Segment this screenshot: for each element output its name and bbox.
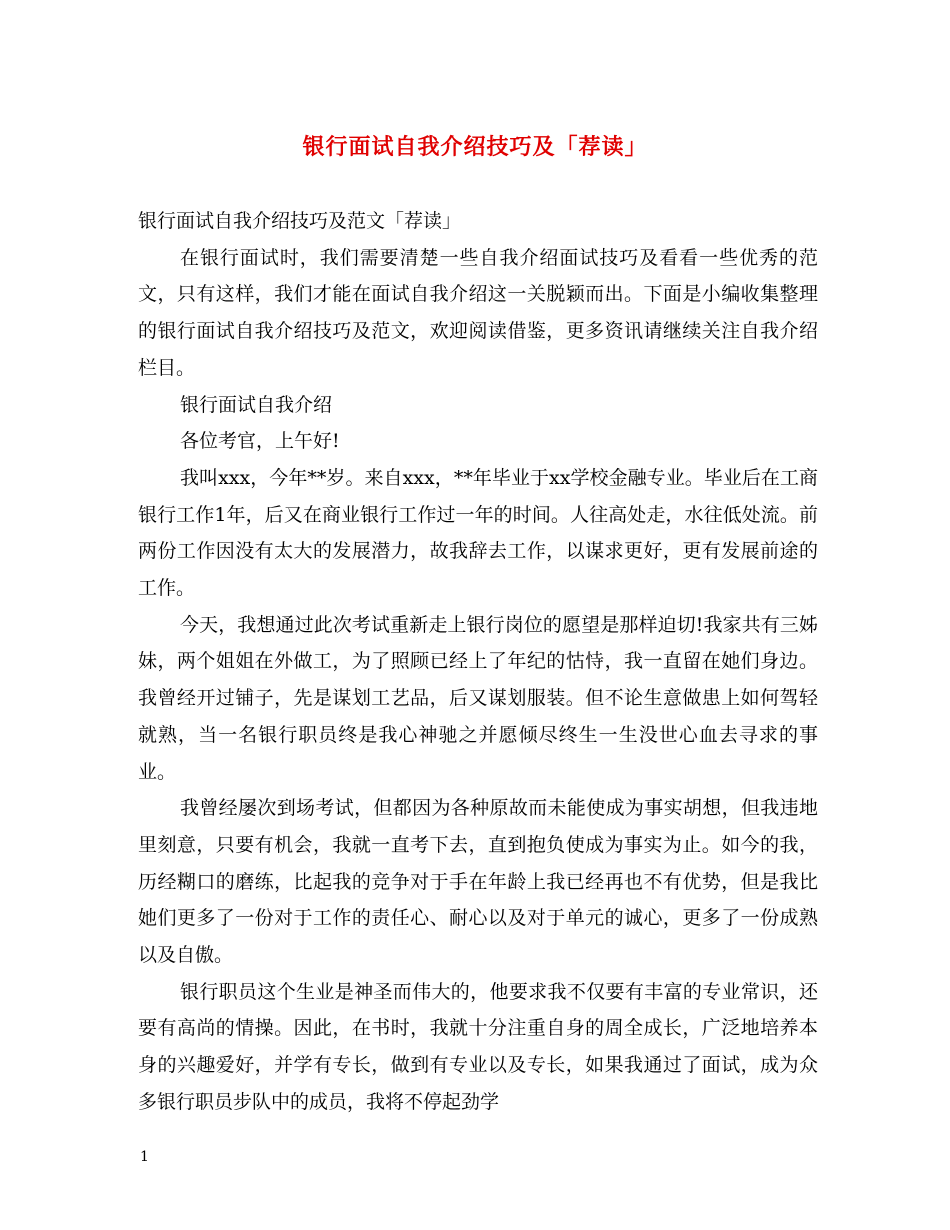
greeting-paragraph: 各位考官，上午好!: [180, 430, 340, 453]
body-paragraph: 在银行面试时，我们需要清楚一些自我介绍面试技巧及看看一些优秀的范文，只有这样，我们才能在面试自我介绍这一关脱颖而出。下面是小编收集整理的银行面试自我介绍技巧及范文，欢迎阅读借鉴，更多资讯请继续关注自我介绍栏目。: [138, 246, 818, 379]
body-paragraph: 银行职员这个生业是神圣而伟大的，他要求我不仅要有丰富的专业常识，还要有高尚的情操。因此，在书时，我就十分注重自身的周全成长，广泛地培养本身的兴趣爱好，并学有专长，做到有专业以及专长，如果我通过了面试，成为众多银行职员步队中的成员，我将不停起劲学: [138, 980, 818, 1113]
body-paragraph: 我叫xxx，今年**岁。来自xxx，**年毕业于xx学校金融专业。毕业后在工商银行工作1年，后又在商业银行工作过一年的时间。人往高处走，水往低处流。前两份工作因没有太大的发展潜力，故我辞去工作，以谋求更好，更有发展前途的工作。: [138, 466, 818, 600]
body-paragraph: 我曾经屡次到场考试，但都因为各种原故而未能使成为事实胡想，但我违地里刻意，只要有机会，我就一直考下去，直到抱负使成为事实为止。如今的我，历经糊口的磨练，比起我的竞争对于手在年龄上我已经再也不有优势，但是我比她们更多了一份对于工作的责任心、耐心以及对于单元的诚心，更多了一份成熟以及自傲。: [138, 797, 818, 967]
body-paragraph: 今天，我想通过此次考试重新走上银行岗位的愿望是那样迫切!我家共有三姊妹，两个姐姐在外做工，为了照顾已经上了年纪的怙恃，我一直留在她们身边。我曾经开过铺子，先是谋划工艺品，后又谋划服装。但不论生意做患上如何驾轻就熟，当一名银行职员终是我心神驰之并愿倾尽终生一生没世心血去寻求的事业。: [138, 613, 818, 783]
subtitle-paragraph: 银行面试自我介绍技巧及范文「荐读」: [138, 210, 462, 232]
page-number: 1: [140, 1149, 149, 1165]
document-body: [138, 203, 818, 1121]
section-heading: 银行面试自我介绍: [180, 393, 333, 416]
document-title: 银行面试自我介绍技巧及「荐读」: [302, 134, 648, 160]
